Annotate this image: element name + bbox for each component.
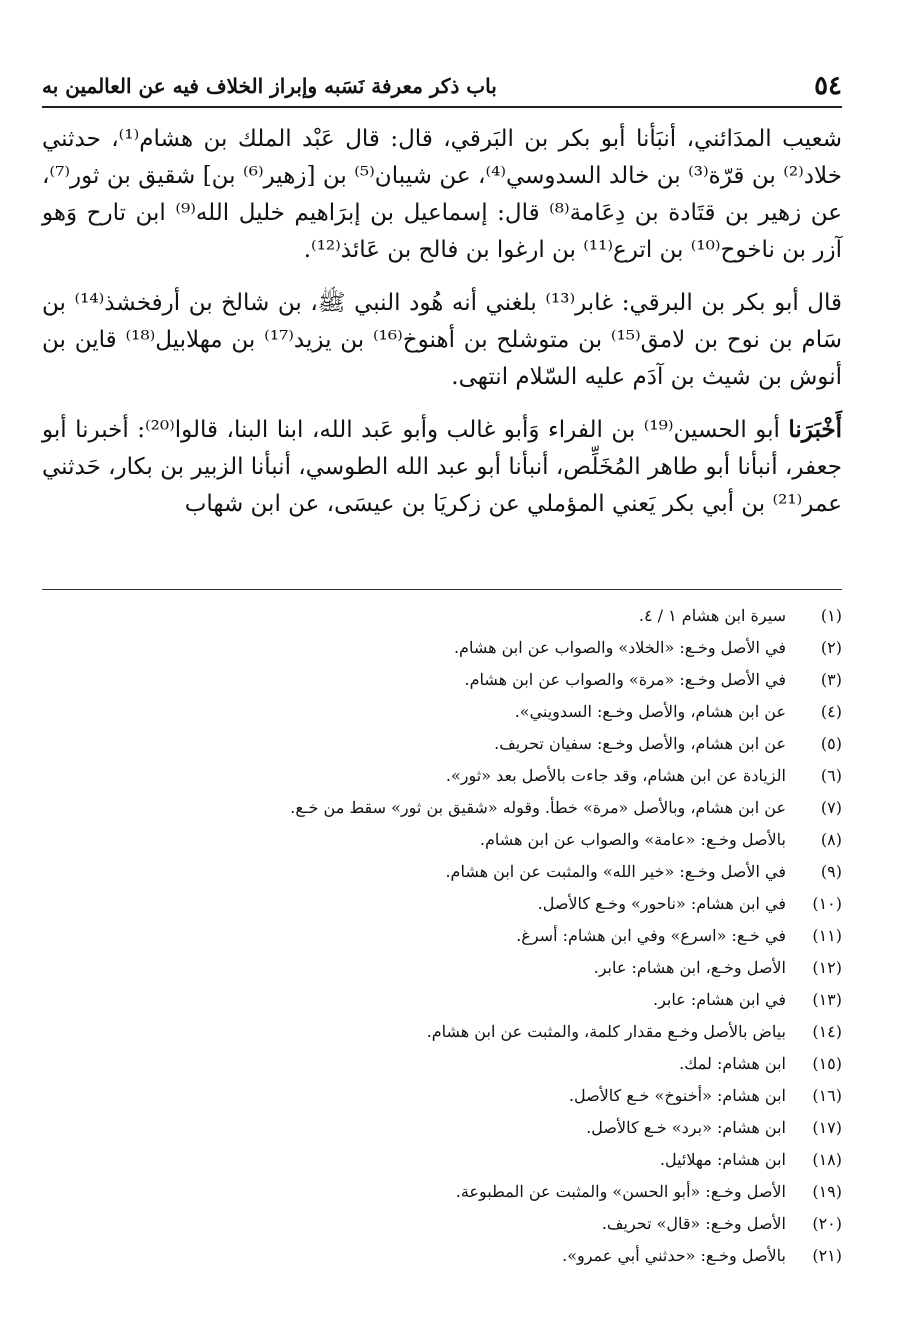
footnote-number: (٤): [820, 702, 842, 721]
footnote-text: بالأصل وخـع: «عامة» والصواب عن ابن هشام.: [479, 830, 786, 849]
footnote-text: الأصل وخـع: «قال» تحريف.: [601, 1214, 786, 1233]
footnote-number: (٧): [820, 798, 842, 817]
footnote-number: (١٤): [812, 1022, 842, 1041]
footnote: [42, 984, 842, 1016]
footnote: [42, 1240, 842, 1272]
footnote-text: سيرة ابن هشام ١ / ٤.: [638, 606, 786, 625]
main-text: [42, 120, 842, 523]
footnote-number: (١٢): [812, 958, 842, 977]
paragraph: [42, 120, 842, 269]
page-header: [42, 68, 842, 104]
footnote-text: الزيادة عن ابن هشام، وقد جاءت بالأصل بعد «ثور».: [445, 766, 786, 785]
header-rule: [42, 106, 842, 108]
footnote: [42, 1080, 842, 1112]
footnote-text: في الأصل وخـع: «خير الله» والمثبت عن ابن هشام.: [445, 862, 786, 881]
page-number: ٥٤: [814, 71, 842, 101]
footnote-number: (٩): [820, 862, 842, 881]
footnote-number: (٦): [820, 766, 842, 785]
footnote-text: بياض بالأصل وخـع مقدار كلمة، والمثبت عن ابن هشام.: [426, 1022, 786, 1041]
paragraph-text: شعيب المدَائني، أنبَأنا أبو بكر بن البَرقي، قال: قال عَبْد الملك بن هشام⁽¹⁾، حدثني خلاد⁽²⁾ بن قرّة⁽³⁾ بن خالد السدوسي⁽⁴⁾، عن شيبان⁽⁵⁾ بن [زهير⁽⁶⁾ بن] شقيق بن ثور⁽⁷⁾، عن زهير بن قتَادة بن دِعَامة⁽⁸⁾ قال: إسماعيل بن إبرَاهيم خليل الله⁽⁹⁾ ابن تارح وَهو آزر بن ناخوح⁽¹⁰⁾ بن اترع⁽¹¹⁾ بن ارغوا بن فالح بن عَائذ⁽¹²⁾.: [42, 126, 843, 263]
footnote-text: ابن هشام: «أخنوخ» خـع كالأصل.: [568, 1086, 786, 1105]
footnote-number: (٣): [820, 670, 842, 689]
footnote-number: (١١): [812, 926, 842, 945]
footnote-text: عن ابن هشام، والأصل وخـع: سفيان تحريف.: [494, 734, 786, 753]
footnote-number: (٨): [820, 830, 842, 849]
paragraph-text: قال أبو بكر بن البرقي: غابر⁽¹³⁾ بلغني أنه هُود النبي ﷺ، بن شالخ بن أرفخشذ⁽¹⁴⁾ بن سَام بن نوح بن لامق⁽¹⁵⁾ بن متوشلح بن أهنوخ⁽¹⁶⁾ بن يزيد⁽¹⁷⁾ بن مهلابيل⁽¹⁸⁾ قاين بن أنوش بن شيث بن آدَم عليه السّلام انتهى.: [42, 290, 843, 390]
footnote: [42, 1176, 842, 1208]
footnote-text: في خـع: «اسرع» وفي ابن هشام: أسرغ.: [516, 926, 786, 945]
footnote-number: (٢١): [812, 1246, 842, 1265]
footnote: [42, 888, 842, 920]
footnotes-rule: [42, 589, 842, 590]
footnote-text: ابن هشام: مهلائيل.: [659, 1150, 786, 1169]
footnote-text: الأصل وخـع: «أبو الحسن» والمثبت عن المطبوعة.: [455, 1182, 786, 1201]
footnote: [42, 1112, 842, 1144]
footnote-number: (١٩): [812, 1182, 842, 1201]
footnote: [42, 1016, 842, 1048]
footnote: [42, 664, 842, 696]
footnote-text: في الأصل وخـع: «مرة» والصواب عن ابن هشام.: [464, 670, 786, 689]
footnote: [42, 600, 842, 632]
footnote-text: ابن هشام: لمك.: [679, 1054, 786, 1073]
footnote: [42, 728, 842, 760]
footnote-number: (١٨): [812, 1150, 842, 1169]
footnote-number: (١٧): [812, 1118, 842, 1137]
footnote-number: (٥): [820, 734, 842, 753]
footnote: [42, 952, 842, 984]
footnote-number: (١٥): [812, 1054, 842, 1073]
footnote-text: عن ابن هشام، وبالأصل «مرة» خطأ. وقوله «شقيق بن ثور» سقط من خـع.: [290, 798, 786, 817]
paragraph: [42, 284, 842, 396]
footnote: [42, 1048, 842, 1080]
footnote: [42, 920, 842, 952]
footnote-text: في ابن هشام: عابر.: [653, 990, 786, 1009]
footnote: [42, 696, 842, 728]
paragraph-text: أبو الحسين⁽¹⁹⁾ بن الفراء وَأبو غالب وأبو عَبد الله، ابنا البنا، قالوا⁽²⁰⁾: أخبرنا أبو جعفر، أنبأنا أبو طاهر المُخَلِّص، أنبأنا أبو عبد الله الطوسي، أنبأنا الزبير بن بكار، حَدثني عمر⁽²¹⁾ بن أبي بكر يَعني المؤملي عن زكريَا بن عيسَى، عن ابن شهاب: [42, 417, 842, 517]
footnote-text: في ابن هشام: «ناحور» وخـع كالأصل.: [537, 894, 786, 913]
footnote-text: بالأصل وخـع: «حدثني أبي عمرو».: [562, 1246, 786, 1265]
footnote: [42, 792, 842, 824]
footnote-text: في الأصل وخـع: «الخلاد» والصواب عن ابن هشام.: [453, 638, 786, 657]
paragraph: [42, 411, 842, 523]
footnote: [42, 824, 842, 856]
footnote-number: (٢٠): [812, 1214, 842, 1233]
footnote-number: (٢): [820, 638, 842, 657]
footnote-number: (١٣): [812, 990, 842, 1009]
footnotes: [42, 600, 842, 1272]
footnote-number: (١٦): [812, 1086, 842, 1105]
footnote-number: (١): [820, 606, 842, 625]
footnote-text: الأصل وخـع، ابن هشام: عابر.: [593, 958, 786, 977]
footnote-text: عن ابن هشام، والأصل وخـع: السدويني».: [514, 702, 786, 721]
footnote: [42, 760, 842, 792]
paragraph-lead: أَخْبَرَنا: [788, 416, 843, 443]
footnote-number: (١٠): [812, 894, 842, 913]
footnote: [42, 1208, 842, 1240]
running-head: باب ذكر معرفة نَسَبه وإبراز الخلاف فيه عن العالمين به: [42, 74, 497, 98]
footnote: [42, 1144, 842, 1176]
footnote: [42, 632, 842, 664]
footnote-text: ابن هشام: «برد» خـع كالأصل.: [586, 1118, 786, 1137]
footnote: [42, 856, 842, 888]
